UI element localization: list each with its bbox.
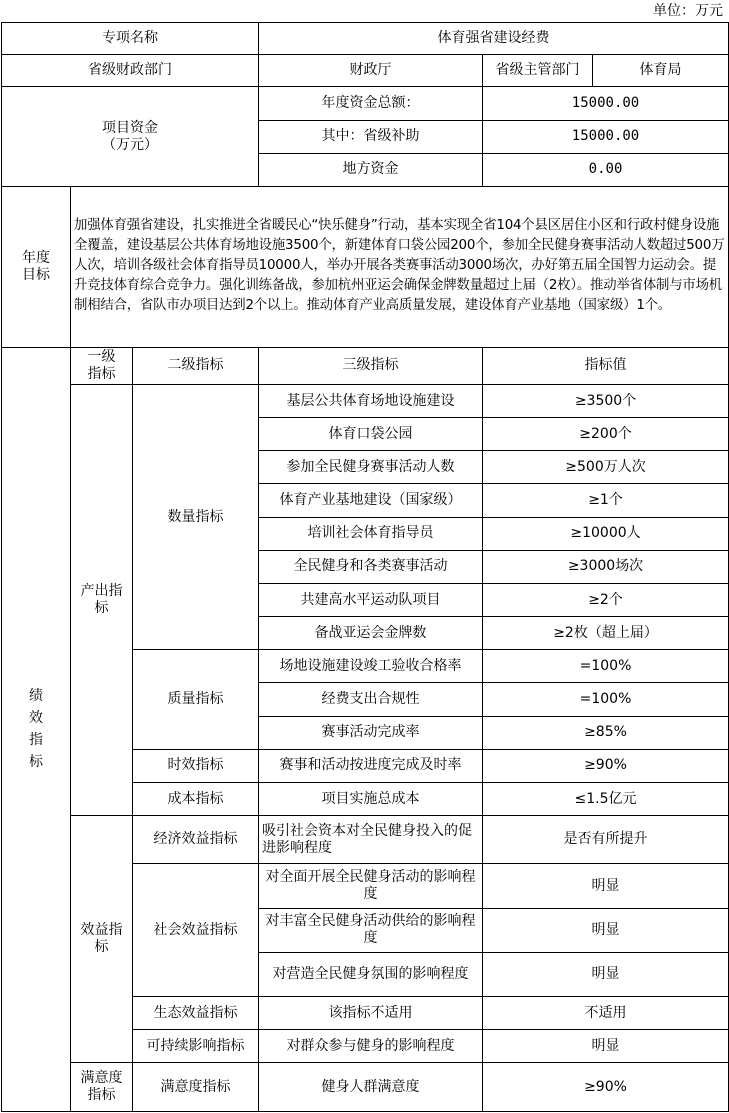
- quality-indicators-label: 质量指标: [133, 650, 259, 750]
- local-funds-value: 0.00: [483, 153, 729, 186]
- unit-label: 单位：万元: [653, 3, 723, 19]
- indicator-name: 备战亚运会金牌数: [259, 617, 483, 650]
- indicator-row: [2, 1063, 729, 1112]
- satisfaction-label-line1: 满意度: [80, 1070, 123, 1087]
- indicator-value: ≥500万人次: [483, 451, 729, 484]
- performance-target-table: [1, 22, 729, 1112]
- indicator-name: 体育口袋公园: [259, 418, 483, 451]
- indicator-value: 是否有所提升: [483, 816, 729, 864]
- indicator-name: 共建高水平运动队项目: [259, 583, 483, 616]
- funds-label-line2: （万元）: [102, 136, 158, 153]
- satisfaction-level1-label: [71, 1063, 133, 1112]
- local-funds-label: 地方资金: [259, 153, 483, 186]
- performance-indicators-label: [2, 347, 71, 1111]
- indicator-name: 对营造全民健身氛围的影响程度: [259, 952, 483, 996]
- indicator-row: [2, 816, 729, 864]
- benefit-label-line1: 效益指: [80, 922, 123, 939]
- output-label-line2: 标: [94, 600, 109, 617]
- indicator-value: ≤1.5亿元: [483, 783, 729, 816]
- row-departments: [2, 55, 729, 87]
- perf-label-char: 指: [29, 732, 43, 749]
- benefit-indicators-label: [71, 816, 133, 1063]
- row-project-name: [2, 23, 729, 55]
- indicator-name: 吸引社会资本对全民健身投入的促进影响程度: [259, 816, 483, 864]
- managing-dept-label: 省级主管部门: [483, 55, 593, 87]
- indicator-name: 经费支出合规性: [259, 683, 483, 716]
- indicator-value: ≥3000场次: [483, 550, 729, 583]
- indicator-value: 不适用: [483, 997, 729, 1030]
- header-level1: [71, 347, 133, 384]
- row-annual-total: [2, 87, 729, 120]
- annual-total-value: 15000.00: [483, 87, 729, 120]
- output-indicators-label: [71, 384, 133, 815]
- header-level1-line2: 指标: [87, 365, 116, 382]
- annual-goal-label-line1: 年度: [22, 249, 50, 266]
- indicator-value: ≥90%: [483, 1063, 729, 1112]
- row-annual-goal: [2, 186, 729, 347]
- indicator-name: 全民健身和各类赛事活动: [259, 550, 483, 583]
- indicator-name: 基层公共体育场地设施建设: [259, 384, 483, 417]
- provincial-subsidy-label: 其中：省级补助: [259, 120, 483, 153]
- sustainable-indicators-label: 可持续影响指标: [133, 1030, 259, 1063]
- managing-dept-value: 体育局: [593, 55, 729, 87]
- indicator-name: 对全面开展全民健身活动的影响程度: [259, 864, 483, 908]
- indicator-name: 赛事活动完成率: [259, 716, 483, 749]
- indicator-value: 明显: [483, 864, 729, 908]
- quantity-indicators-label: 数量指标: [133, 384, 259, 649]
- indicator-row: [2, 384, 729, 417]
- annual-goal-label-line2: 目标: [22, 266, 50, 283]
- project-name-label: 专项名称: [2, 23, 259, 55]
- annual-total-label: 年度资金总额：: [259, 87, 483, 120]
- benefit-label-line2: 标: [94, 939, 109, 956]
- ecological-indicators-label: 生态效益指标: [133, 997, 259, 1030]
- annual-goal-label: [2, 186, 71, 347]
- header-value: 指标值: [483, 347, 729, 384]
- indicator-name: 健身人群满意度: [259, 1063, 483, 1112]
- economic-indicators-label: 经济效益指标: [133, 816, 259, 864]
- cost-indicators-label: 成本指标: [133, 783, 259, 816]
- indicator-value: =100%: [483, 683, 729, 716]
- indicator-value: 明显: [483, 952, 729, 996]
- indicator-value: 明显: [483, 908, 729, 952]
- indicator-value: ≥2个: [483, 583, 729, 616]
- funds-label: [2, 87, 259, 187]
- indicator-value: ≥10000人: [483, 517, 729, 550]
- indicator-name: 体育产业基地建设（国家级）: [259, 484, 483, 517]
- finance-dept-label: 省级财政部门: [2, 55, 259, 87]
- finance-dept-value: 财政厅: [259, 55, 483, 87]
- indicator-value: ≥3500个: [483, 384, 729, 417]
- provincial-subsidy-value: 15000.00: [483, 120, 729, 153]
- indicator-name: 培训社会体育指导员: [259, 517, 483, 550]
- perf-label-char: 绩: [29, 688, 43, 705]
- perf-label-char: 效: [29, 710, 43, 727]
- indicator-name: 场地设施建设竣工验收合格率: [259, 650, 483, 683]
- satisfaction-label-line2: 指标: [87, 1087, 116, 1104]
- annual-goal-text: 加强体育强省建设，扎实推进全省暖民心“快乐健身”行动，基本实现全省104个县区居住小区和行政村健身设施全覆盖，建设基层公共体育场地设施3500个，新建体育口袋公园200个，参加全民健身赛事活动人数超过500万人次，培训各级社会体育指导员10000人，举办开展各类赛事活动3000场次，办好第五届全国智力运动会。提升竞技体育综合竞争力。强化训练备战，参加杭州亚运会确保金牌数量超过上届（2枚）。推动举省体制与市场机制相结合，省队市办项目达到2个以上。推动体育产业高质量发展，建设体育产业基地（国家级）1个。: [71, 186, 729, 347]
- indicator-name: 对群众参与健身的影响程度: [259, 1030, 483, 1063]
- indicator-name: 项目实施总成本: [259, 783, 483, 816]
- indicator-name: 参加全民健身赛事活动人数: [259, 451, 483, 484]
- indicator-header-row: [2, 347, 729, 384]
- indicator-value: ≥85%: [483, 716, 729, 749]
- header-level2: 二级指标: [133, 347, 259, 384]
- indicator-name: 该指标不适用: [259, 997, 483, 1030]
- output-label-line1: 产出指: [80, 583, 123, 600]
- indicator-value: ≥200个: [483, 418, 729, 451]
- social-indicators-label: 社会效益指标: [133, 864, 259, 997]
- perf-label-char: 标: [29, 754, 43, 771]
- project-name-value: 体育强省建设经费: [259, 23, 729, 55]
- indicator-value: ≥90%: [483, 749, 729, 782]
- header-level3: 三级指标: [259, 347, 483, 384]
- indicator-value: 明显: [483, 1030, 729, 1063]
- indicator-name: 对丰富全民健身活动供给的影响程度: [259, 908, 483, 952]
- indicator-name: 赛事和活动按进度完成及时率: [259, 749, 483, 782]
- funds-label-line1: 项目资金: [102, 119, 158, 136]
- header-level1-line1: 一级: [87, 348, 116, 365]
- indicator-value: ≥2枚（超上届）: [483, 617, 729, 650]
- indicator-value: ≥1个: [483, 484, 729, 517]
- timeliness-indicators-label: 时效指标: [133, 749, 259, 782]
- satisfaction-indicators-label: 满意度指标: [133, 1063, 259, 1112]
- indicator-value: =100%: [483, 650, 729, 683]
